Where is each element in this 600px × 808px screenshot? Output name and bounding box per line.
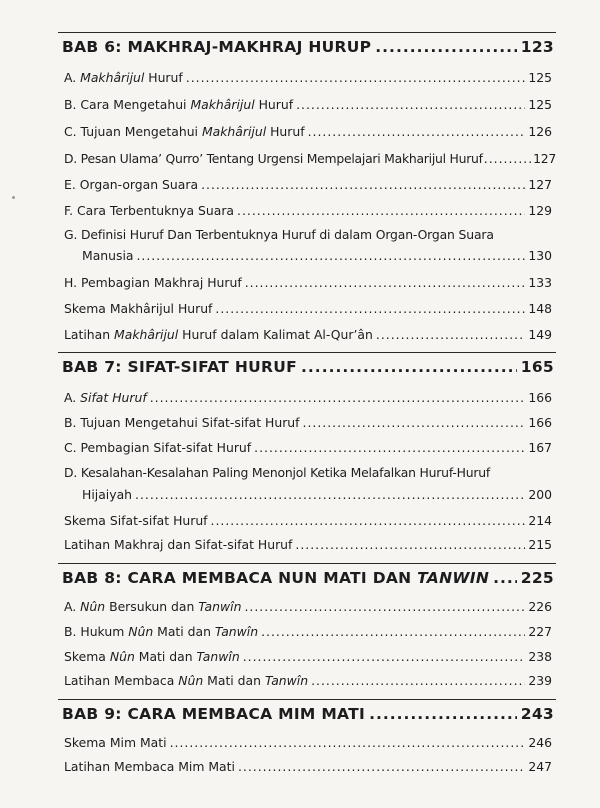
leader-dots [303,415,526,430]
chapter-rule [58,563,556,564]
chapter-heading [62,38,554,56]
entry-page: 214 [528,513,552,528]
leader-dots [301,358,517,376]
entry-page: 200 [528,487,552,502]
entry-page: 166 [528,415,552,430]
leader-dots [296,97,525,112]
chapter-rule [58,352,556,353]
leader-dots [135,487,525,502]
leader-dots [201,177,525,192]
toc-entry: Manusia ..... 130 [82,248,552,263]
chapter-heading [62,358,554,376]
leader-dots [484,151,532,166]
leader-dots [375,38,516,56]
toc-entry-line1: D. Kesalahan-Kesalahan Paling Menonjol Ketika Melafalkan Huruf-Huruf [64,465,491,480]
leader-dots [376,327,525,342]
entry-page: 167 [528,440,552,455]
toc-entry: Skema Sifat-sifat Huruf ..... 214 [64,513,552,528]
toc-entry: C. Tujuan Mengetahui Makhârijul Huruf ..... 126 [64,124,552,139]
entry-page: 227 [528,624,552,639]
toc-entry: B. Hukum Nûn Mati dan Tanwîn ..... 227 [64,624,552,639]
chapter-heading [62,705,554,723]
entry-page: 125 [528,70,552,85]
leader-dots [170,735,526,750]
toc-entry: Skema Nûn Mati dan Tanwîn ..... 238 [64,649,552,664]
toc-entry-line1: G. Definisi Huruf Dan Terbentuknya Huruf di dalam Organ-Organ Suara [64,227,494,242]
entry-page: 127 [533,151,556,166]
toc-entry: D. Pesan Ulama’ Qurro’ Tentang Urgensi Mempelajari Makharijul Huruf ..... 127 [64,151,556,166]
toc-entry: E. Organ-organ Suara ..... 127 [64,177,552,192]
entry-page: 239 [528,673,552,688]
toc-entry: Skema Makhârijul Huruf ..... 148 [64,301,552,316]
entry-page: 166 [528,390,552,405]
chapter-title: BAB 8: CARA MEMBACA NUN MATI DAN TANWIN [62,569,490,587]
toc-entry: Hijaiyah ..... 200 [82,487,552,502]
chapter-heading [62,569,554,587]
leader-dots [493,569,517,587]
toc-entry: C. Pembagian Sifat-sifat Huruf ..... 167 [64,440,552,455]
chapter-page: 123 [520,38,554,56]
chapter-title: BAB 6: MAKHRAJ-MAKHRAJ HURUP [62,38,372,56]
leader-dots [295,537,525,552]
leader-dots [150,390,526,405]
entry-page: 238 [528,649,552,664]
toc-entry: A. Nûn Bersukun dan Tanwîn ..... 226 [64,599,552,614]
entry-page: 126 [528,124,552,139]
leader-dots [244,599,525,614]
toc-entry: H. Pembagian Makhraj Huruf ..... 133 [64,275,552,290]
toc-entry: Skema Mim Mati ..... 246 [64,735,552,750]
chapter-page: 225 [520,569,554,587]
toc-entry: A. Makhârijul Huruf ..... 125 [64,70,552,85]
chapter-page: 243 [520,705,554,723]
toc-entry: F. Cara Terbentuknya Suara ..... 129 [64,203,552,218]
entry-page: 246 [528,735,552,750]
leader-dots [237,203,525,218]
toc-entry: A. Sifat Huruf ..... 166 [64,390,552,405]
leader-dots [245,275,526,290]
entry-page: 226 [528,599,552,614]
entry-page: 129 [528,203,552,218]
toc-entry: B. Tujuan Mengetahui Sifat-sifat Huruf ..... 166 [64,415,552,430]
chapter-title: BAB 9: CARA MEMBACA MIM MATI [62,705,366,723]
entry-page: 247 [528,759,552,774]
entry-page: 127 [528,177,552,192]
entry-page: 148 [528,301,552,316]
toc-entry: B. Cara Mengetahui Makhârijul Huruf ..... 125 [64,97,552,112]
leader-dots [136,248,525,263]
entry-page: 130 [528,248,552,263]
scan-speck [12,196,15,199]
leader-dots [308,124,526,139]
entry-page: 133 [528,275,552,290]
leader-dots [369,705,517,723]
entry-page: 149 [528,327,552,342]
chapter-rule [58,699,556,700]
leader-dots [186,70,526,85]
leader-dots [243,649,526,664]
leader-dots [238,759,525,774]
chapter-title: BAB 7: SIFAT-SIFAT HURUF [62,358,298,376]
toc-entry: Latihan Membaca Mim Mati ..... 247 [64,759,552,774]
entry-page: 215 [528,537,552,552]
entry-page: 125 [528,97,552,112]
toc-entry: Latihan Membaca Nûn Mati dan Tanwîn ..... 239 [64,673,552,688]
leader-dots [211,513,526,528]
leader-dots [261,624,525,639]
leader-dots [311,673,525,688]
toc-entry: Latihan Makhraj dan Sifat-sifat Huruf ..... 215 [64,537,552,552]
chapter-page: 165 [520,358,554,376]
leader-dots [254,440,525,455]
chapter-rule [58,32,556,33]
toc-entry: Latihan Makhârijul Huruf dalam Kalimat Al-Qur’ân ..... 149 [64,327,552,342]
leader-dots [215,301,525,316]
